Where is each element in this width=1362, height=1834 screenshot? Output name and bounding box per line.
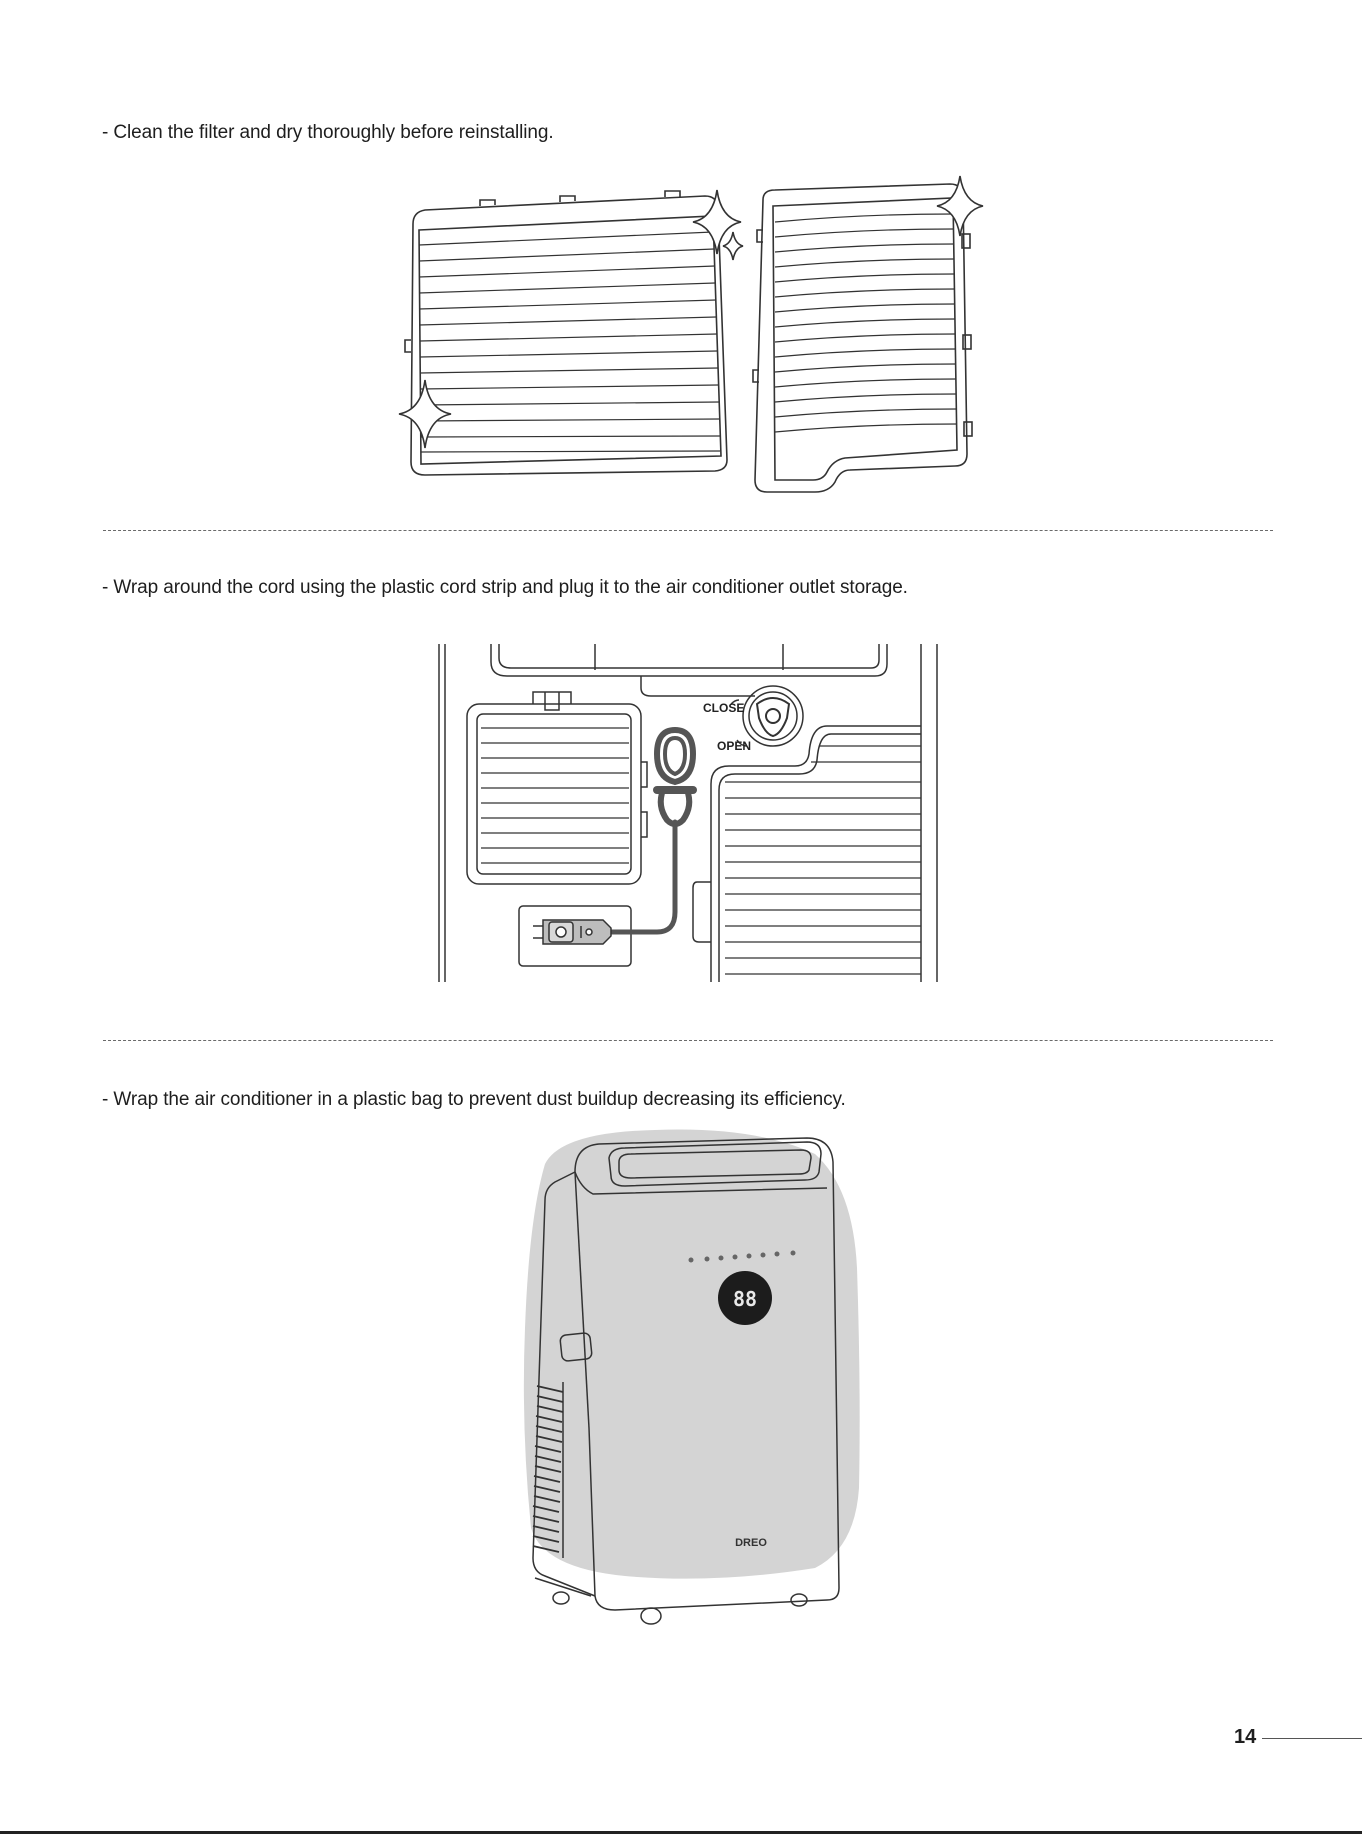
clean-filters-illustration	[395, 170, 985, 495]
section-divider	[103, 530, 1273, 531]
close-label: CLOSE	[703, 701, 745, 715]
page-number-rule	[1262, 1738, 1362, 1739]
display-digits: 88	[732, 1287, 758, 1311]
open-label: OPEN	[717, 739, 752, 753]
instruction-wrap-cord: - Wrap around the cord using the plastic cord strip and plug it to the air conditioner outlet storage.	[102, 577, 908, 598]
section-divider	[103, 1040, 1273, 1041]
brand-logo: DREO	[735, 1537, 767, 1549]
cord-storage-illustration	[435, 642, 945, 984]
bagged-air-conditioner-illustration	[515, 1128, 865, 1633]
instruction-clean-filter: - Clean the filter and dry thoroughly before reinstalling.	[102, 122, 554, 143]
page-number: 14	[1234, 1726, 1257, 1748]
instruction-wrap-bag: - Wrap the air conditioner in a plastic bag to prevent dust buildup decreasing its efficiency.	[102, 1089, 846, 1110]
